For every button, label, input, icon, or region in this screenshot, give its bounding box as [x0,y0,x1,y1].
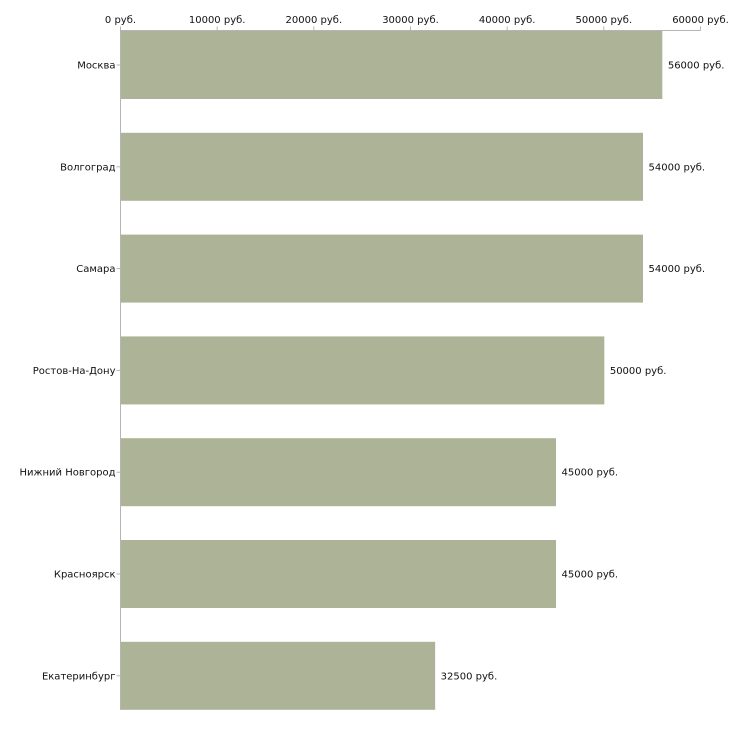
bar [121,642,435,710]
x-tick-label: 60000 руб. [672,15,729,26]
category-label: Екатеринбург [41,671,116,683]
value-label: 54000 руб. [648,162,706,174]
value-label: 32500 руб. [440,671,498,683]
bar [121,336,604,404]
category-label: Нижний Новгород [19,467,116,479]
value-label: 54000 руб. [648,264,706,276]
value-label: 45000 руб. [561,569,619,581]
category-label: Москва [77,60,116,72]
x-tick-label: 40000 руб. [478,15,536,26]
bar [121,31,662,99]
x-tick-label: 50000 руб. [575,15,633,26]
x-tick-label: 10000 руб. [188,15,246,26]
x-tick-label: 0 руб. [104,15,137,26]
x-tick-label: 30000 руб. [382,15,439,26]
bar [121,235,643,303]
category-label: Ростов-На-Дону [32,365,116,377]
value-label: 50000 руб. [609,365,667,377]
value-label: 56000 руб. [667,60,725,72]
bar [121,540,556,608]
category-label: Самара [76,264,116,276]
category-label: Красноярск [53,569,116,581]
bar [121,133,643,201]
category-label: Волгоград [60,162,116,174]
bars-layer [121,31,662,710]
value-label: 45000 руб. [561,467,619,479]
x-tick-label: 20000 руб. [285,15,343,26]
bar [121,438,556,506]
